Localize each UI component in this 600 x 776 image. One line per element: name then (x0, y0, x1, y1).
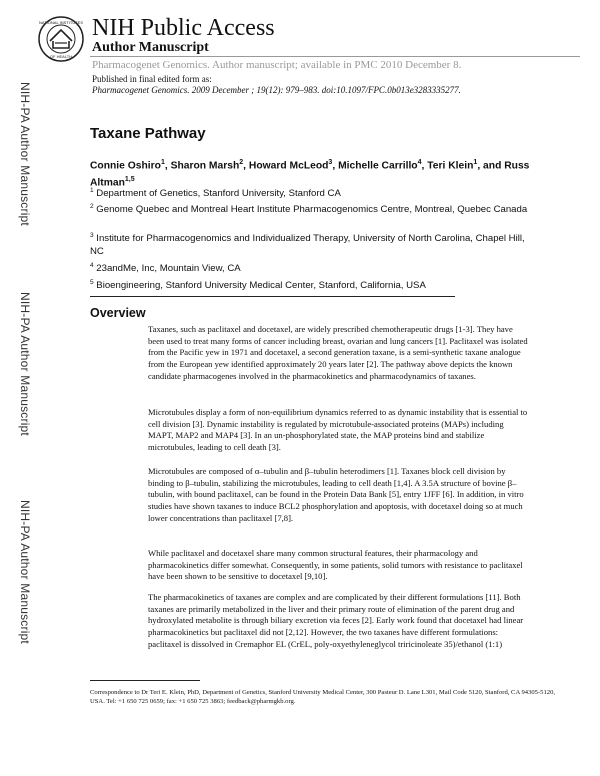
svg-text:NATIONAL INSTITUTES: NATIONAL INSTITUTES (38, 20, 84, 25)
side-label-bottom: NIH-PA Author Manuscript (18, 500, 32, 644)
author-list: Connie Oshiro$^1$, Sharon Marsh$^2$, Howard McLeod$^3$, Michelle Carrillo$^4$, Teri Klein$^1$, and Russ Altman$^{1,5}$ (90, 159, 530, 189)
citation: Pharmacogenet Genomics. 2009 December ; 19(12): 979–983. doi:10.1097/FPC.0b013e3283335277. (92, 85, 461, 95)
author-name: Sharon Marsh (170, 160, 240, 172)
nih-seal-logo (38, 16, 84, 62)
affiliation: $^5$ Bioengineering, Stanford University Medical Center, Stanford, California, USA (90, 279, 426, 292)
author-name: Michelle Carrillo (338, 160, 418, 172)
svg-text:OF HEALTH: OF HEALTH (49, 54, 73, 59)
side-label-top: NIH-PA Author Manuscript (18, 82, 32, 226)
affiliation: $^1$ Department of Genetics, Stanford University, Stanford CA (90, 187, 341, 200)
section-heading-overview: Overview (90, 306, 146, 320)
body-paragraph: The pharmacokinetics of taxanes are complex and are complicated by their different formulations [11]. Both taxanes are primarily metabolized in the liver and their primary route of elimination of the parent drug and hydroxylated metabolite is through biliary excretion via feces [2]. Early work found that docetaxel had linear pharmacokinetics but paclitaxel did not [2,12]. However, the two taxanes have different formulations: paclitaxel is dissolved in Cremaphor EL (CrEL, poly-oxyethyleneglycol triricinoleate 35)/ethanol (1:1) (148, 592, 524, 649)
author-name: Teri Klein (427, 160, 474, 172)
body-paragraph: Taxanes, such as paclitaxel and docetaxel, are widely prescribed chemotherapeutic drugs [1-3]. They have been used to treat many forms of cancer including breast, ovarian and lung cancers [1]. Paclitaxel was isolated from the Pacific yew in 1971 and docetaxel, a second generation taxane, is a semi-synthetic taxane analogue from the European yew identified approximately 20 years later [2]. The pathway above depicts the known candidate pharmacogenes involved in the pharmacokinetics and pharmacodynamics of taxanes. (148, 324, 528, 381)
article-title: Taxane Pathway (90, 125, 206, 142)
nih-public-access-title: NIH Public Access (92, 15, 275, 41)
side-label-middle: NIH-PA Author Manuscript (18, 292, 32, 436)
body-paragraph: Microtubules are composed of α–tubulin and β–tubulin heterodimers [1]. Taxanes block cell division by binding to β–tubulin, stabilizing the microtubules, leading to cell death [1,4]. A 3.5A structure of bovine β–tubulin, with bound paclitaxel, can be found in the Protein Data Bank [5], entry 1JFF [6]. In addition, in vitro studies have shown taxanes to induce BCL2 phosphorylation and apoptosis, with docetaxel doing so at much lower concentrations than paclitaxel [7,8]. (148, 466, 524, 523)
author-name: Howard McLeod (248, 160, 329, 172)
author-manuscript-label: Author Manuscript (92, 40, 209, 55)
affiliation: $^2$ Genome Quebec and Montreal Heart Institute Pharmacogenomics Centre, Montreal, Quebec Canada (90, 203, 528, 216)
body-paragraph: While paclitaxel and docetaxel share many common structural features, their pharmacology and pharmacokinetics differ somewhat. Consequently, in some patients, solid tumors with resistance to paclitaxel have been shown to be sensitive to docetaxel [9,10]. (148, 548, 523, 582)
author-name: Russ Altman (90, 160, 530, 189)
availability-note: Pharmacogenet Genomics. Author manuscript; available in PMC 2010 December 8. (92, 59, 462, 71)
header-divider (90, 56, 580, 57)
affiliation: $^3$ Institute for Pharmacogenomics and Individualized Therapy, University of North Carolina, Chapel Hill, NC (90, 232, 525, 258)
affiliation: $^4$ 23andMe, Inc, Mountain View, CA (90, 262, 241, 275)
author-name: Connie Oshiro (90, 160, 161, 172)
section-divider (90, 296, 455, 297)
body-paragraph: Microtubules display a form of non-equilibrium dynamics referred to as dynamic instability that is essential to cell division [3]. Dynamic instability is regulated by microtubule-associated proteins (MAPs) including MAPT, MAP2 and MAP4 [3]. In an un-phosphorylated state, the MAP proteins bind and stabilize microtubules, leading to cell death [3]. (148, 407, 528, 453)
correspondence-footnote: Correspondence to Dr Teri E. Klein, PhD, Department of Genetics, Stanford University Medical Center, 300 Pasteur D. Lane L301, Mail Code 5120, Stanford, CA 94305-5120, USA. Tel: +1 650 725 0659; fax: +1 650 725 3863; feedback@pharmgkb.org. (90, 689, 556, 705)
footnote-divider (90, 680, 200, 681)
published-label: Published in final edited form as: (92, 74, 212, 84)
